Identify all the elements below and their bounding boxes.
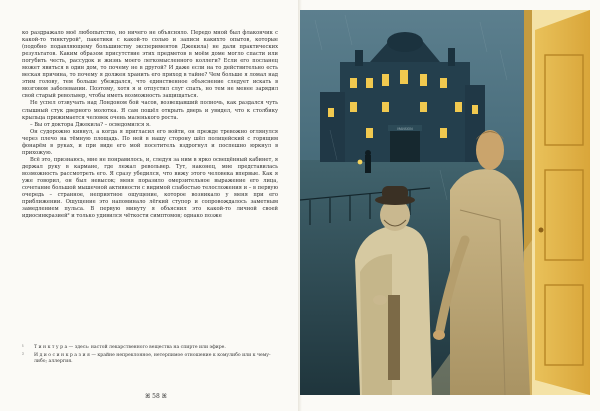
- paragraph: – Вы от доктора Джекила? – осведомился я.: [30, 121, 151, 128]
- footnotes: [22, 345, 278, 368]
- open-door: [530, 10, 590, 395]
- footnote: [22, 353, 278, 365]
- footnote-number: ¹: [22, 345, 24, 350]
- paragraph: Он судорожно кивнул, а когда я пригласил его войти, он прежде тревожно оглянулся через плечо на тёмную площадь. По ней в нашу сторону шёл полицейский с горящим фонарём в руках, и при виде его мой посетитель вздрогнул и поспешно юркнул в прихожую.: [22, 128, 278, 156]
- body-text: [22, 30, 278, 220]
- paragraph: Не успел отзвучать над Лондоном бой часов, возвещавший полночь, как раздался чуть слышный стук дверного молотка. Я сам пошёл открыть дверь и увидел, что к столбику крыльца прижимается человек очень маленького роста.: [22, 100, 278, 121]
- paragraph: Всё это, признаюсь, мне не понравилось, и, следуя за ним в ярко освещённый кабинет, я держал руку в кармане, где лежал револьвер. Тут, наконец, мне представилась возможность рассмотреть его. Я сразу убедился, что вижу этого человека впервые. Как я уже говорил, он был невысок; меня поразило омерзительное выражение его лица, сочетание большой мышечной активности с видимой слабостью телосложения и – в первую очередь – странное, неприятное ощущение, которое возникало у меня при его приближении. Ощущение это напоминало лёгкий ступор и сопровождалось заметным замедлением пульса. В первую минуту я объяснил это какой-то личной своей идиосинкразией² и только удивился чёткости симптомов; однако позже: [22, 156, 278, 220]
- page-number: ꕤ 58 ꕤ: [145, 393, 167, 400]
- footnote: [22, 345, 278, 351]
- footnote-text: И д и о с и н к р а з и я — крайне непреклонное, нетерпимое отношение к комулибо или к чему-либо; аллергия.: [34, 353, 271, 365]
- footnote-text: Т и н к т у р а — здесь: настой лекарственного вещества на спирте или эфире.: [34, 345, 226, 350]
- illustration-art: [300, 10, 590, 395]
- door-sign-text: MANSION: [397, 127, 413, 131]
- footnote-number: ²: [22, 353, 24, 359]
- paragraph: ко раздражало моё любопытство, но ничего не объясняло. Передо мной был флакончик с какой-то тинктурой¹, пакетики с какой-то солью и записи какихто опытов, которые (подобно подавляющему большинству экспериментов Джекила) не дали практических результатов. Каким образом присутствие этих предметов в моём доме могло спасти или погубить честь, рассудок и жизнь моего легкомысленного коллеги? Если его посланец может явиться в один дом, то почему не в другой? И даже если на то действительно есть веская причина, то почему я должен хранить его приход в тайне? Чем больше я ломал над этим голову, тем больше убеждался, что единственное объяснение следует искать в мозговом заболевании. Поэтому, хотя я и отпустил слуг спать, но тем не менее зарядил свой старый револьвер, чтобы иметь возможность защищаться.: [22, 30, 278, 100]
- illustration: [300, 10, 590, 395]
